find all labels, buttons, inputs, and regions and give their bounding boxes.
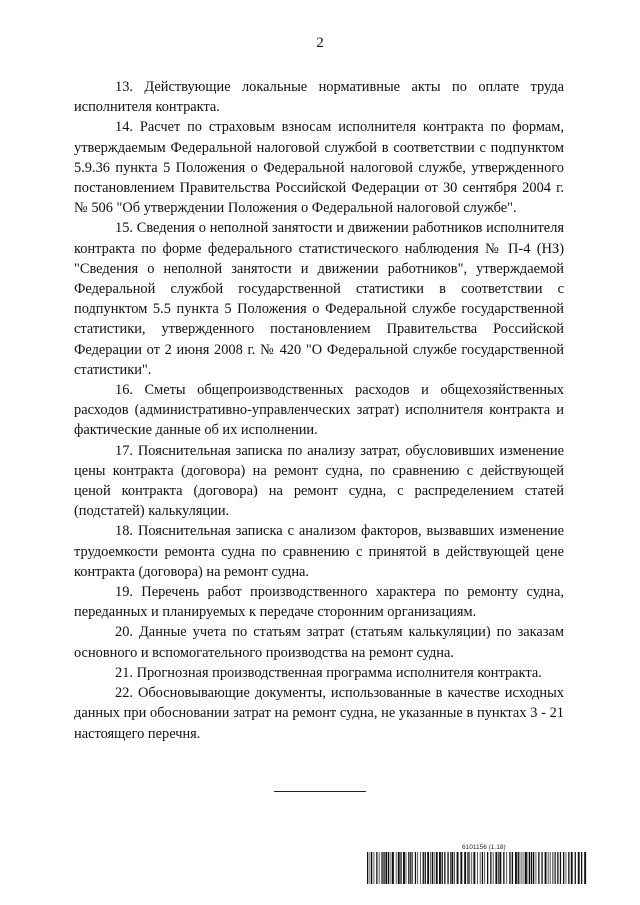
barcode-bar [515, 852, 517, 884]
barcode-bar [447, 852, 448, 884]
list-item: 19. Перечень работ производственного характера по ремонту судна, переданных и планируемых к передаче сторонним организациям. [74, 584, 564, 621]
barcode-caption: 6101156 (1.18) [462, 844, 506, 851]
list-item: 18. Пояснительная записка с анализом факторов, вызвавших изменение трудоемкости ремонта судна по сравнению с принятой в действующей цене контракта (договора) на ремонт судна. [74, 523, 564, 580]
barcode-bar [464, 852, 466, 884]
barcode-bar [457, 852, 459, 884]
barcode-bar [444, 852, 445, 884]
barcode-bar [425, 852, 426, 884]
barcode-bar [495, 852, 497, 884]
barcode-bar [525, 852, 527, 884]
barcode-bar [439, 852, 441, 884]
barcode-bar [430, 852, 431, 884]
barcode-bar [493, 852, 494, 884]
barcode-bar [385, 852, 387, 884]
list-item: 16. Сметы общепроизводственных расходов и общехозяйственных расходов (административно-управленческих затрат) исполнителя контракта и фактические данные об их исполнении. [74, 382, 564, 439]
barcode-bar [469, 852, 470, 884]
barcode-bar [412, 852, 413, 884]
barcode-bar [571, 852, 573, 884]
barcode-bar [370, 852, 371, 884]
list-item: 20. Данные учета по статьям затрат (статьям калькуляции) по заказам основного и вспомогательного производства на ремонт судна. [74, 624, 564, 661]
list-item: 22. Обосновывающие документы, использованные в качестве исходных данных при обосновании затрат на ремонт судна, не указанные в пунктах 3 - 21 настоящего перечня. [74, 685, 564, 742]
barcode-bar [417, 852, 418, 884]
barcode-bar [391, 852, 392, 884]
barcode-bar [379, 852, 380, 884]
barcode-bar [410, 852, 411, 884]
document-body [74, 77, 564, 744]
barcode-bar [484, 852, 485, 884]
barcode-bar [396, 852, 397, 884]
barcode-bar [383, 852, 384, 884]
barcode-bar [552, 852, 553, 884]
barcode-bar [490, 852, 491, 884]
barcode-bar [467, 852, 468, 884]
barcode-bar [487, 852, 488, 884]
barcode-bar [568, 852, 569, 884]
list-item: 13. Действующие локальные нормативные акты по оплате труда исполнителя контракта. [74, 79, 564, 116]
barcode-bar [503, 852, 504, 884]
barcode-bar [423, 852, 424, 884]
barcode-bar [531, 852, 532, 884]
barcode-bar [550, 852, 551, 884]
barcode-bar [451, 852, 453, 884]
barcode-bar [427, 852, 429, 884]
barcode-bar [554, 852, 555, 884]
list-item: 21. Прогнозная производственная программа исполнителя контракта. [115, 664, 542, 681]
barcode-bar [522, 852, 523, 884]
barcode-bar [528, 852, 529, 884]
list-item: 14. Расчет по страховым взносам исполнителя контракта по формам, утверждаемым Федеральной налоговой службой в соответствии с подпунктом 5.9.36 пункта 5 Положения о Федеральной налоговой службе, утвержденного постановлением Правительства Российской Федерации от 30 сентября 2004 г. № 506 "Об утверждении Положения о Федеральной налоговой службе". [74, 119, 564, 217]
barcode-bar [499, 852, 501, 884]
barcode-bar [578, 852, 580, 884]
list-item: 17. Пояснительная записка по анализу затрат, обусловивших изменение цены контракта (договора) на ремонт судна, по сравнению с действующей ценой контракта (договора) на ремонт судна, с распределением статей (подстатей) калькуляции. [74, 442, 564, 520]
barcode-bar [442, 852, 443, 884]
barcode-bar [545, 852, 547, 884]
barcode-bar [557, 852, 558, 884]
barcode-bar [575, 852, 576, 884]
barcode-bar [415, 852, 416, 884]
barcode-bar [477, 852, 478, 884]
barcode-bar [392, 852, 394, 884]
barcode-bar [388, 852, 389, 884]
barcode-bar [529, 852, 530, 884]
barcode-bar [454, 852, 455, 884]
barcode-bar [473, 852, 475, 884]
barcode-bar [555, 852, 556, 884]
barcode-bar [420, 852, 421, 884]
barcode-bar [584, 852, 586, 884]
barcode-bar [581, 852, 582, 884]
barcode-bar [518, 852, 519, 884]
barcode-bar [498, 852, 499, 884]
barcode-bar [432, 852, 433, 884]
barcode-bar [548, 852, 549, 884]
barcode-bar [381, 852, 382, 884]
barcode-bar [524, 852, 525, 884]
page-number: 2 [316, 35, 324, 51]
barcode-bar [450, 852, 451, 884]
barcode-bar [536, 852, 537, 884]
barcode-bar [533, 852, 534, 884]
barcode-bar [403, 852, 405, 884]
barcode-bar [566, 852, 567, 884]
barcode-bar [506, 852, 507, 884]
barcode-bar [538, 852, 539, 884]
barcode-bar [541, 852, 542, 884]
barcode-bar [510, 852, 511, 884]
barcode-bar [509, 852, 510, 884]
barcode-bar [406, 852, 407, 884]
barcode-bar [560, 852, 561, 884]
barcode-bar [482, 852, 483, 884]
barcode-bar [520, 852, 521, 884]
barcode-bar [400, 852, 401, 884]
end-separator-line [274, 791, 366, 792]
barcode-bar [408, 852, 409, 884]
barcode-bar [398, 852, 400, 884]
barcode-bar [512, 852, 513, 884]
barcode-bar [436, 852, 438, 884]
barcode-graphic [367, 852, 587, 884]
barcode-bar [563, 852, 564, 884]
barcode-bar [376, 852, 377, 884]
barcode-bar [480, 852, 481, 884]
barcode-bar [374, 852, 375, 884]
barcode-bar [371, 852, 372, 884]
barcode-bar [434, 852, 435, 884]
barcode-bar [460, 852, 462, 884]
barcode-bar [367, 852, 368, 884]
list-item: 15. Сведения о неполной занятости и движении работников исполнителя контракта по форме федерального статистического наблюдения № П-4 (НЗ) "Сведения о неполной занятости и движении работников", утверждаемой Федеральной службой государственной статистики в соответствии с подпунктом 5.5 пункта 5 Положения о Федеральной службе государственной статистики, утвержденного постановлением Правительства Российской Федерации от 2 июня 2008 г. № 420 "О Федеральной службе государственной статистики". [74, 220, 564, 378]
barcode-bar [471, 852, 472, 884]
